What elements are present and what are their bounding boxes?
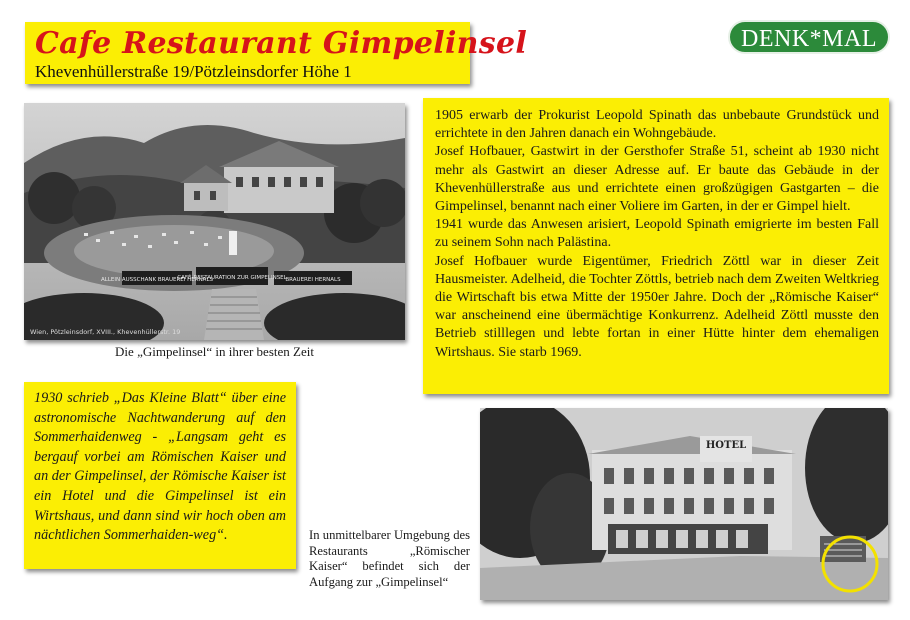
sign-left-text: ALLEIN AUSSCHANK BRAUEREI HERNALS	[101, 277, 213, 283]
photo-1-caption: Die „Gimpelinsel“ in ihrer besten Zeit	[115, 344, 314, 359]
photo-hotel-roemischer-kaiser	[480, 408, 888, 600]
postcard-caption: Wien, Pötzleinsdorf, XVIII., Khevenhüllerstr. 19	[30, 328, 181, 336]
history-text-box	[423, 98, 889, 394]
history-paragraph: 1941 wurde das Anwesen arisiert, Leopold Spinath emigrierte im besten Fall zu seinem Sohn nach Palästina.	[435, 217, 879, 251]
title-block	[25, 22, 528, 84]
address-subtitle: Khevenhüllerstraße 19/Pötzleinsdorfer Höhe 1	[35, 62, 352, 81]
history-paragraph: Josef Hofbauer wurde Eigentümer, Friedrich Zöttl war in dieser Zeit Hausmeister. Adelheid, die Tochter Zöttls, betrieb nach dem Zweiten Weltkrieg die Wirtschaft bis etwa Mitte der 1950er Jahre. Doch der „Römische Kaiser“ war anscheinend eine übermächtige Konkurrenz. Adelheid Zöttl musste den Betrieb stilllegen und lebte fortan in einer Hütte hinter dem ehemaligen Wirtshaus. Sie starb 1969.	[435, 253, 879, 360]
sign-right-text: BRAUEREI HERNALS	[285, 277, 341, 283]
denkmal-logo: DENK*MAL	[728, 20, 890, 54]
hotel-illustration	[480, 408, 888, 600]
quote-text-box: 1930 schrieb „Das Kleine Blatt“ über eine astronomische Nachtwanderung auf den Sommerhaidenweg - „Langsam geht es bergauf vorbei am Römischen Kaiser und an der Gimpelinsel, der Römische Kaiser ist ein Hotel und die Gimpelinsel ist ein Wirtshaus, und dann sind wir hoch oben am nächtlichen Sommerhaiden-weg“.	[24, 382, 296, 569]
history-paragraph: Josef Hofbauer, Gastwirt in der Gersthofer Straße 51, scheint ab 1930 nicht mehr als Gastwirt an dieser Adresse auf. Er baute das Gebäude in der Khevenhüllerstraße aus und errichtete einen großzügigen Gastgarten – die Gimpelinsel, benannt nach einer Voliere im Garten, in der er Gimpel hielt.	[435, 144, 879, 215]
postcard-illustration	[24, 103, 405, 340]
photo-gimpelinsel-postcard	[24, 103, 405, 340]
page-title: Cafe Restaurant Gimpelinsel	[35, 26, 528, 61]
hotel-sign-text: HOTEL	[705, 440, 747, 451]
history-paragraph: 1905 erwarb der Prokurist Leopold Spinath das unbebaute Grundstück und errichtete in den Jahren danach ein Wohngebäude.	[435, 108, 879, 142]
sign-center-text: CAFÉ-RESTAURATION ZUR GIMPELINSEL	[177, 275, 287, 281]
photo-2-caption: In unmittelbarer Umgebung des Restaurants „Römischer Kaiser“ befindet sich der Aufgang zur „Gimpelinsel“	[309, 528, 470, 589]
